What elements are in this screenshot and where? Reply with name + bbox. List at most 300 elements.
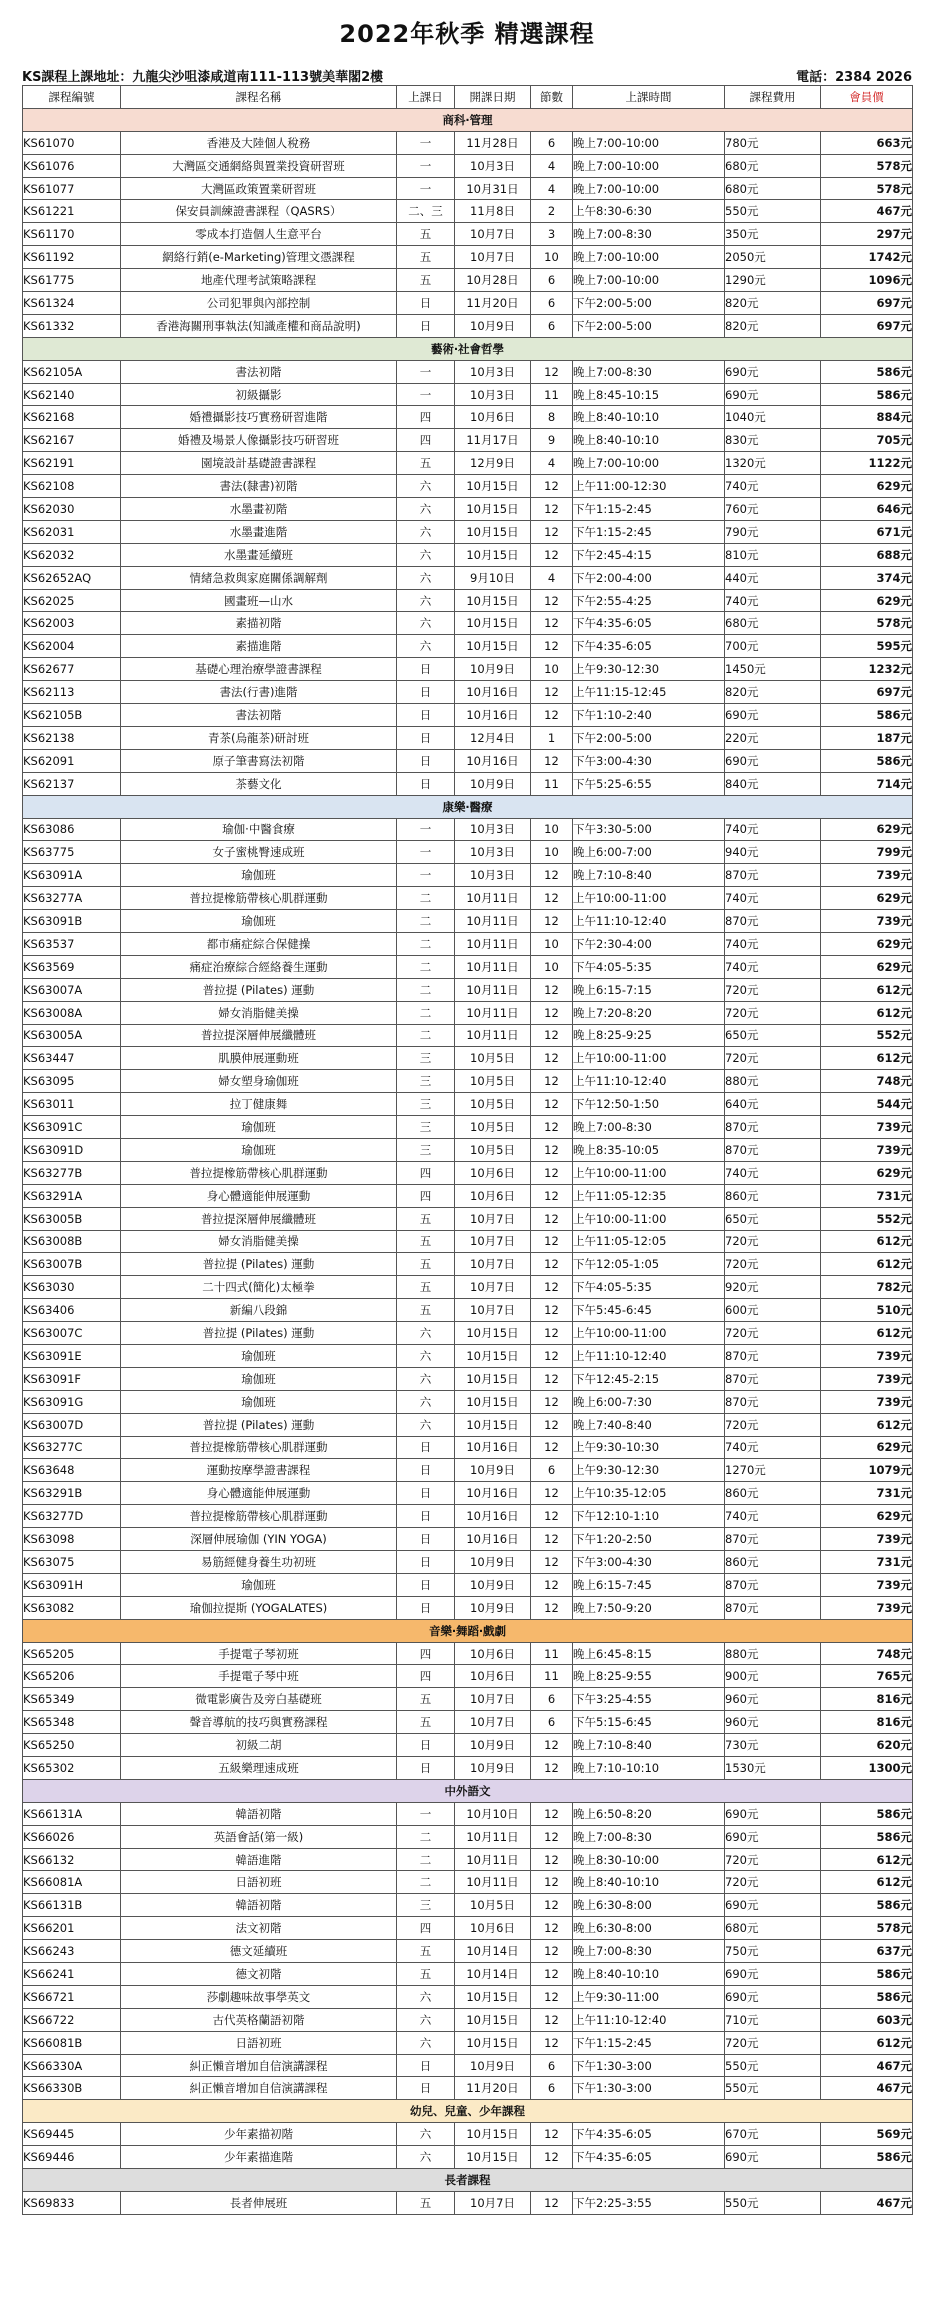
header-member-price: 會員價 bbox=[821, 86, 913, 109]
class-day: 六 bbox=[397, 475, 455, 498]
member-price: 612元 bbox=[821, 1413, 913, 1436]
course-name: 初級攝影 bbox=[121, 383, 397, 406]
start-date: 10月14日 bbox=[455, 1963, 531, 1986]
sessions: 12 bbox=[531, 1482, 573, 1505]
course-name: 普拉提橡筋帶核心肌群運動 bbox=[121, 1161, 397, 1184]
table-row bbox=[23, 1047, 913, 1070]
start-date: 10月16日 bbox=[455, 1528, 531, 1551]
header-code: 課程編號 bbox=[23, 86, 121, 109]
class-time: 下午5:45-6:45 bbox=[573, 1299, 725, 1322]
table-row bbox=[23, 223, 913, 246]
course-fee: 860元 bbox=[725, 1482, 821, 1505]
class-time: 上午11:10-12:40 bbox=[573, 1070, 725, 1093]
class-time: 晚上7:10-10:10 bbox=[573, 1757, 725, 1780]
member-price: 739元 bbox=[821, 1573, 913, 1596]
course-name: 普拉提橡筋帶核心肌群運動 bbox=[121, 1505, 397, 1528]
course-name: 德文初階 bbox=[121, 1963, 397, 1986]
start-date: 12月4日 bbox=[455, 726, 531, 749]
sessions: 6 bbox=[531, 1711, 573, 1734]
course-fee: 680元 bbox=[725, 177, 821, 200]
sessions: 10 bbox=[531, 932, 573, 955]
course-name: 公司犯罪與內部控制 bbox=[121, 292, 397, 315]
table-row bbox=[23, 1299, 913, 1322]
class-time: 上午8:30-6:30 bbox=[573, 200, 725, 223]
course-fee: 720元 bbox=[725, 2031, 821, 2054]
class-day: 日 bbox=[397, 749, 455, 772]
member-price: 586元 bbox=[821, 704, 913, 727]
course-name: 二十四式(簡化)太極拳 bbox=[121, 1276, 397, 1299]
sessions: 12 bbox=[531, 1505, 573, 1528]
class-time: 上午9:30-12:30 bbox=[573, 658, 725, 681]
class-day: 五 bbox=[397, 1276, 455, 1299]
class-time: 下午2:00-5:00 bbox=[573, 726, 725, 749]
class-day: 日 bbox=[397, 2054, 455, 2077]
header-time: 上課時間 bbox=[573, 86, 725, 109]
member-price: 578元 bbox=[821, 1917, 913, 1940]
start-date: 10月15日 bbox=[455, 520, 531, 543]
sessions: 9 bbox=[531, 429, 573, 452]
course-code: KS65250 bbox=[23, 1734, 121, 1757]
class-time: 上午9:30-11:00 bbox=[573, 1985, 725, 2008]
course-name: 德文延續班 bbox=[121, 1940, 397, 1963]
course-code: KS62032 bbox=[23, 543, 121, 566]
course-fee: 690元 bbox=[725, 704, 821, 727]
class-day: 五 bbox=[397, 269, 455, 292]
start-date: 10月16日 bbox=[455, 1482, 531, 1505]
course-code: KS62030 bbox=[23, 498, 121, 521]
start-date: 10月11日 bbox=[455, 955, 531, 978]
sessions: 10 bbox=[531, 841, 573, 864]
start-date: 10月5日 bbox=[455, 1894, 531, 1917]
course-fee: 440元 bbox=[725, 566, 821, 589]
sessions: 12 bbox=[531, 1024, 573, 1047]
sessions: 12 bbox=[531, 498, 573, 521]
sessions: 12 bbox=[531, 2008, 573, 2031]
table-row bbox=[23, 1093, 913, 1116]
start-date: 10月9日 bbox=[455, 1734, 531, 1757]
class-day: 六 bbox=[397, 520, 455, 543]
course-code: KS63075 bbox=[23, 1551, 121, 1574]
sessions: 12 bbox=[531, 1344, 573, 1367]
sessions: 12 bbox=[531, 749, 573, 772]
member-price: 697元 bbox=[821, 681, 913, 704]
course-name: 長者伸展班 bbox=[121, 2191, 397, 2214]
course-fee: 690元 bbox=[725, 1985, 821, 2008]
course-fee: 790元 bbox=[725, 520, 821, 543]
course-fee: 740元 bbox=[725, 589, 821, 612]
course-name: 聲音導航的技巧與實務課程 bbox=[121, 1711, 397, 1734]
course-code: KS63277A bbox=[23, 887, 121, 910]
course-code: KS63007D bbox=[23, 1413, 121, 1436]
start-date: 10月3日 bbox=[455, 383, 531, 406]
course-name: 普拉提深層伸展纖體班 bbox=[121, 1207, 397, 1230]
member-price: 739元 bbox=[821, 1344, 913, 1367]
class-day: 四 bbox=[397, 1184, 455, 1207]
class-day: 六 bbox=[397, 2008, 455, 2031]
class-day: 二 bbox=[397, 910, 455, 933]
course-name: 零成本打造個人生意平台 bbox=[121, 223, 397, 246]
course-fee: 670元 bbox=[725, 2123, 821, 2146]
course-name: 日語初班 bbox=[121, 1871, 397, 1894]
class-time: 晚上6:45-8:15 bbox=[573, 1642, 725, 1665]
class-time: 下午2:55-4:25 bbox=[573, 589, 725, 612]
class-time: 下午4:35-6:05 bbox=[573, 635, 725, 658]
class-day: 二 bbox=[397, 932, 455, 955]
sessions: 12 bbox=[531, 2146, 573, 2169]
course-code: KS65348 bbox=[23, 1711, 121, 1734]
course-code: KS63091E bbox=[23, 1344, 121, 1367]
member-price: 620元 bbox=[821, 1734, 913, 1757]
course-fee: 740元 bbox=[725, 475, 821, 498]
class-time: 下午4:35-6:05 bbox=[573, 612, 725, 635]
start-date: 10月9日 bbox=[455, 1596, 531, 1619]
class-day: 五 bbox=[397, 1299, 455, 1322]
table-row bbox=[23, 1802, 913, 1825]
phone-number: 電話：2384 2026 bbox=[796, 70, 912, 85]
class-day: 五 bbox=[397, 1963, 455, 1986]
course-name: 大灣區交通網絡與置業投資研習班 bbox=[121, 154, 397, 177]
course-name: 少年素描初階 bbox=[121, 2123, 397, 2146]
course-fee: 870元 bbox=[725, 1528, 821, 1551]
class-time: 晚上8:25-9:55 bbox=[573, 1665, 725, 1688]
start-date: 12月9日 bbox=[455, 452, 531, 475]
sessions: 6 bbox=[531, 314, 573, 337]
sessions: 12 bbox=[531, 1207, 573, 1230]
member-price: 629元 bbox=[821, 1436, 913, 1459]
table-row bbox=[23, 1253, 913, 1276]
course-name: 大灣區政策置業研習班 bbox=[121, 177, 397, 200]
sessions: 10 bbox=[531, 246, 573, 269]
start-date: 10月7日 bbox=[455, 223, 531, 246]
start-date: 10月15日 bbox=[455, 635, 531, 658]
table-row bbox=[23, 1825, 913, 1848]
class-day: 五 bbox=[397, 1940, 455, 1963]
sessions: 12 bbox=[531, 360, 573, 383]
course-fee: 220元 bbox=[725, 726, 821, 749]
course-fee: 860元 bbox=[725, 1551, 821, 1574]
course-fee: 820元 bbox=[725, 314, 821, 337]
member-price: 187元 bbox=[821, 726, 913, 749]
member-price: 739元 bbox=[821, 864, 913, 887]
start-date: 10月7日 bbox=[455, 1299, 531, 1322]
start-date: 10月9日 bbox=[455, 1551, 531, 1574]
course-fee: 720元 bbox=[725, 1848, 821, 1871]
course-fee: 690元 bbox=[725, 1963, 821, 1986]
sessions: 12 bbox=[531, 704, 573, 727]
member-price: 595元 bbox=[821, 635, 913, 658]
table-row bbox=[23, 246, 913, 269]
course-code: KS63098 bbox=[23, 1528, 121, 1551]
member-price: 731元 bbox=[821, 1551, 913, 1574]
class-day: 日 bbox=[397, 704, 455, 727]
course-fee: 650元 bbox=[725, 1024, 821, 1047]
table-row bbox=[23, 2077, 913, 2100]
table-row bbox=[23, 772, 913, 795]
course-fee: 550元 bbox=[725, 200, 821, 223]
class-day: 四 bbox=[397, 1917, 455, 1940]
table-row bbox=[23, 292, 913, 315]
course-code: KS62105B bbox=[23, 704, 121, 727]
class-time: 下午4:05-5:35 bbox=[573, 1276, 725, 1299]
course-fee: 720元 bbox=[725, 1230, 821, 1253]
class-time: 下午1:30-3:00 bbox=[573, 2054, 725, 2077]
class-day: 五 bbox=[397, 1711, 455, 1734]
course-fee: 960元 bbox=[725, 1688, 821, 1711]
sessions: 6 bbox=[531, 1688, 573, 1711]
course-fee: 690元 bbox=[725, 2146, 821, 2169]
sessions: 6 bbox=[531, 2054, 573, 2077]
start-date: 10月7日 bbox=[455, 1688, 531, 1711]
course-name: 新編八段錦 bbox=[121, 1299, 397, 1322]
member-price: 586元 bbox=[821, 1963, 913, 1986]
start-date: 11月20日 bbox=[455, 2077, 531, 2100]
course-fee: 820元 bbox=[725, 681, 821, 704]
course-fee: 1530元 bbox=[725, 1757, 821, 1780]
course-address: KS課程上課地址：九龍尖沙咀漆咸道南111-113號美華閣2樓 bbox=[22, 70, 384, 85]
course-code: KS63091C bbox=[23, 1116, 121, 1139]
course-code: KS62004 bbox=[23, 635, 121, 658]
class-day: 日 bbox=[397, 314, 455, 337]
course-fee: 900元 bbox=[725, 1665, 821, 1688]
table-row bbox=[23, 1894, 913, 1917]
sessions: 4 bbox=[531, 566, 573, 589]
course-fee: 690元 bbox=[725, 1825, 821, 1848]
class-day: 一 bbox=[397, 131, 455, 154]
member-price: 1079元 bbox=[821, 1459, 913, 1482]
class-time: 晚上8:40-10:10 bbox=[573, 1871, 725, 1894]
course-fee: 740元 bbox=[725, 887, 821, 910]
start-date: 10月15日 bbox=[455, 589, 531, 612]
course-code: KS63775 bbox=[23, 841, 121, 864]
course-code: KS63008A bbox=[23, 1001, 121, 1024]
table-row bbox=[23, 452, 913, 475]
start-date: 10月31日 bbox=[455, 177, 531, 200]
start-date: 10月14日 bbox=[455, 1940, 531, 1963]
table-row bbox=[23, 1344, 913, 1367]
table-row bbox=[23, 314, 913, 337]
class-day: 六 bbox=[397, 1985, 455, 2008]
sessions: 11 bbox=[531, 772, 573, 795]
member-price: 467元 bbox=[821, 2191, 913, 2214]
course-fee: 720元 bbox=[725, 1322, 821, 1345]
start-date: 10月6日 bbox=[455, 1642, 531, 1665]
course-fee: 880元 bbox=[725, 1070, 821, 1093]
course-fee: 870元 bbox=[725, 910, 821, 933]
table-row bbox=[23, 1688, 913, 1711]
table-row bbox=[23, 2054, 913, 2077]
course-code: KS62677 bbox=[23, 658, 121, 681]
table-row bbox=[23, 1207, 913, 1230]
sessions: 12 bbox=[531, 681, 573, 704]
sessions: 12 bbox=[531, 887, 573, 910]
class-day: 三 bbox=[397, 1894, 455, 1917]
course-name: 網絡行銷(e-Marketing)管理文憑課程 bbox=[121, 246, 397, 269]
course-code: KS62191 bbox=[23, 452, 121, 475]
course-fee: 680元 bbox=[725, 154, 821, 177]
member-price: 552元 bbox=[821, 1024, 913, 1047]
class-time: 下午2:00-4:00 bbox=[573, 566, 725, 589]
sessions: 12 bbox=[531, 1985, 573, 2008]
member-price: 1122元 bbox=[821, 452, 913, 475]
member-price: 1096元 bbox=[821, 269, 913, 292]
member-price: 578元 bbox=[821, 177, 913, 200]
course-name: 保安員訓練證書課程（QASRS） bbox=[121, 200, 397, 223]
category-row bbox=[23, 337, 913, 360]
sessions: 12 bbox=[531, 1184, 573, 1207]
member-price: 731元 bbox=[821, 1482, 913, 1505]
class-day: 一 bbox=[397, 154, 455, 177]
course-fee: 870元 bbox=[725, 1596, 821, 1619]
sessions: 12 bbox=[531, 1436, 573, 1459]
start-date: 10月15日 bbox=[455, 2123, 531, 2146]
class-day: 二 bbox=[397, 955, 455, 978]
category-row bbox=[23, 795, 913, 818]
course-fee: 870元 bbox=[725, 1138, 821, 1161]
start-date: 11月28日 bbox=[455, 131, 531, 154]
start-date: 10月10日 bbox=[455, 1802, 531, 1825]
class-time: 晚上6:50-8:20 bbox=[573, 1802, 725, 1825]
course-code: KS69446 bbox=[23, 2146, 121, 2169]
start-date: 10月15日 bbox=[455, 1985, 531, 2008]
table-row bbox=[23, 1528, 913, 1551]
table-row bbox=[23, 1985, 913, 2008]
course-table-body bbox=[23, 108, 913, 2214]
sessions: 12 bbox=[531, 1848, 573, 1871]
course-code: KS62168 bbox=[23, 406, 121, 429]
course-fee: 680元 bbox=[725, 1917, 821, 1940]
class-day: 二 bbox=[397, 978, 455, 1001]
class-time: 下午4:35-6:05 bbox=[573, 2123, 725, 2146]
class-time: 上午11:10-12:40 bbox=[573, 910, 725, 933]
course-fee: 720元 bbox=[725, 1001, 821, 1024]
class-day: 六 bbox=[397, 2031, 455, 2054]
course-code: KS63291B bbox=[23, 1482, 121, 1505]
member-price: 374元 bbox=[821, 566, 913, 589]
start-date: 10月9日 bbox=[455, 1757, 531, 1780]
sessions: 12 bbox=[531, 1276, 573, 1299]
table-row bbox=[23, 269, 913, 292]
course-fee: 690元 bbox=[725, 749, 821, 772]
member-price: 586元 bbox=[821, 1985, 913, 2008]
class-day: 三 bbox=[397, 1116, 455, 1139]
member-price: 884元 bbox=[821, 406, 913, 429]
sessions: 11 bbox=[531, 383, 573, 406]
member-price: 629元 bbox=[821, 1505, 913, 1528]
member-price: 1300元 bbox=[821, 1757, 913, 1780]
category-label: 音樂‧舞蹈‧戲劇 bbox=[23, 1619, 913, 1642]
table-row bbox=[23, 887, 913, 910]
class-time: 下午2:45-4:15 bbox=[573, 543, 725, 566]
course-code: KS65206 bbox=[23, 1665, 121, 1688]
class-day: 五 bbox=[397, 1253, 455, 1276]
course-name: 普拉提橡筋帶核心肌群運動 bbox=[121, 887, 397, 910]
member-price: 629元 bbox=[821, 1161, 913, 1184]
course-code: KS66131A bbox=[23, 1802, 121, 1825]
member-price: 544元 bbox=[821, 1093, 913, 1116]
member-price: 586元 bbox=[821, 2146, 913, 2169]
course-code: KS62138 bbox=[23, 726, 121, 749]
start-date: 10月11日 bbox=[455, 887, 531, 910]
table-row bbox=[23, 1573, 913, 1596]
class-day: 日 bbox=[397, 1573, 455, 1596]
course-fee: 1270元 bbox=[725, 1459, 821, 1482]
class-day: 日 bbox=[397, 726, 455, 749]
course-fee: 700元 bbox=[725, 635, 821, 658]
member-price: 688元 bbox=[821, 543, 913, 566]
start-date: 10月11日 bbox=[455, 1825, 531, 1848]
member-price: 739元 bbox=[821, 1138, 913, 1161]
class-time: 下午1:15-2:45 bbox=[573, 498, 725, 521]
course-name: 手提電子琴中班 bbox=[121, 1665, 397, 1688]
course-name: 日語初班 bbox=[121, 2031, 397, 2054]
start-date: 10月15日 bbox=[455, 612, 531, 635]
class-time: 下午2:30-4:00 bbox=[573, 932, 725, 955]
course-name: 婚禮攝影技巧實務研習進階 bbox=[121, 406, 397, 429]
start-date: 10月16日 bbox=[455, 681, 531, 704]
start-date: 10月9日 bbox=[455, 2054, 531, 2077]
member-price: 612元 bbox=[821, 1001, 913, 1024]
sessions: 12 bbox=[531, 1573, 573, 1596]
sessions: 12 bbox=[531, 1551, 573, 1574]
category-row bbox=[23, 108, 913, 131]
member-price: 629元 bbox=[821, 932, 913, 955]
course-code: KS63007C bbox=[23, 1322, 121, 1345]
class-day: 日 bbox=[397, 1757, 455, 1780]
course-fee: 730元 bbox=[725, 1734, 821, 1757]
course-name: 肌膜伸展運動班 bbox=[121, 1047, 397, 1070]
table-row bbox=[23, 1116, 913, 1139]
class-time: 上午10:00-11:00 bbox=[573, 1161, 725, 1184]
course-code: KS66330A bbox=[23, 2054, 121, 2077]
class-day: 一 bbox=[397, 360, 455, 383]
course-code: KS63030 bbox=[23, 1276, 121, 1299]
start-date: 10月7日 bbox=[455, 1207, 531, 1230]
member-price: 739元 bbox=[821, 1390, 913, 1413]
class-day: 日 bbox=[397, 1528, 455, 1551]
table-row bbox=[23, 154, 913, 177]
class-time: 晚上7:00-8:30 bbox=[573, 223, 725, 246]
start-date: 10月6日 bbox=[455, 406, 531, 429]
sessions: 12 bbox=[531, 475, 573, 498]
class-time: 晚上8:40-10:10 bbox=[573, 429, 725, 452]
table-row bbox=[23, 1367, 913, 1390]
course-code: KS66243 bbox=[23, 1940, 121, 1963]
category-row bbox=[23, 2100, 913, 2123]
course-name: 茶藝文化 bbox=[121, 772, 397, 795]
course-name: 易筋經健身養生功初班 bbox=[121, 1551, 397, 1574]
course-code: KS61775 bbox=[23, 269, 121, 292]
member-price: 612元 bbox=[821, 1871, 913, 1894]
course-fee: 600元 bbox=[725, 1299, 821, 1322]
table-row bbox=[23, 498, 913, 521]
course-code: KS63007B bbox=[23, 1253, 121, 1276]
course-code: KS62108 bbox=[23, 475, 121, 498]
class-time: 上午9:30-10:30 bbox=[573, 1436, 725, 1459]
course-fee: 870元 bbox=[725, 864, 821, 887]
class-time: 上午11:05-12:35 bbox=[573, 1184, 725, 1207]
course-name: 普拉提 (Pilates) 運動 bbox=[121, 1322, 397, 1345]
category-label: 藝術‧社會哲學 bbox=[23, 337, 913, 360]
class-time: 晚上6:30-8:00 bbox=[573, 1917, 725, 1940]
course-fee: 760元 bbox=[725, 498, 821, 521]
course-code: KS61324 bbox=[23, 292, 121, 315]
course-name: 香港及大陸個人稅務 bbox=[121, 131, 397, 154]
table-row bbox=[23, 1551, 913, 1574]
class-time: 上午10:00-11:00 bbox=[573, 1047, 725, 1070]
start-date: 11月8日 bbox=[455, 200, 531, 223]
start-date: 10月11日 bbox=[455, 1024, 531, 1047]
course-name: 普拉提 (Pilates) 運動 bbox=[121, 978, 397, 1001]
